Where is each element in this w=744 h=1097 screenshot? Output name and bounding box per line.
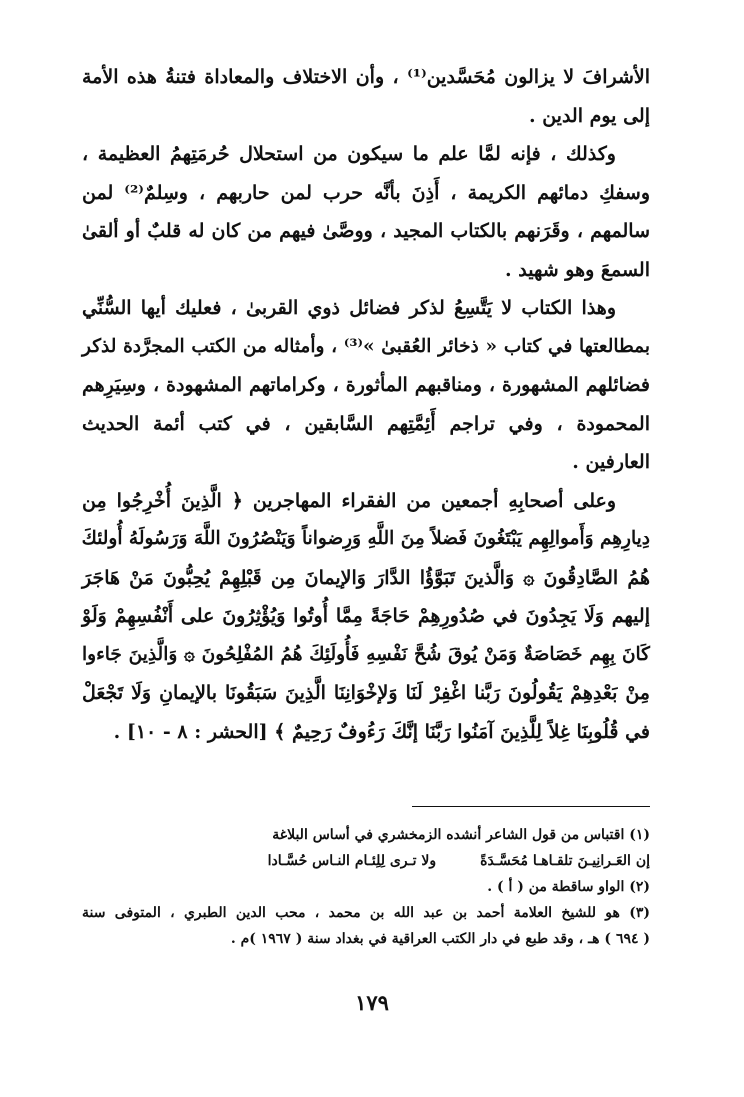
page-body	[82, 58, 650, 751]
text-line: وعلى أصحابِهِ أجمعين من الفقراء المهاجرين ﴿ الَّذِينَ أُخْرِجُوا مِن	[82, 489, 616, 512]
footnote-1-verse	[82, 848, 650, 874]
paragraph-4	[82, 482, 650, 752]
text-line: وهذا الكتاب لا يَتَّسِعُ لذكر فضائل ذوي القربىٰ ، فعليك أيها السُّنِّي	[82, 297, 616, 319]
footnote-divider	[412, 806, 650, 807]
verse-first-hemistich: إن العَـرانِيـنَ تلقـاهـا مُحَسَّـدَةً	[480, 853, 650, 869]
text-line: وسفكِ دمائهم الكريمة ، أَذِنَ بأنَّه حرب لمن حاربهم ، وسِلمٌ⁽²⁾ لمن	[82, 181, 650, 204]
paragraph-1	[82, 58, 650, 135]
paragraph-3	[82, 289, 650, 482]
text-line: المحمودة ، وفي تراجم أَئِمَّتِهم السَّابقين ، في كتب أئمة الحديث	[82, 412, 650, 435]
page-number: ١٧٩	[355, 990, 389, 1015]
text-line: سالمهم ، وقَرَنهم بالكتاب المجيد ، ووصَّىٰ فيهم من كان له قلبٌ أو ألقىٰ	[82, 220, 650, 242]
footnote-3-continued: ( ٦٩٤ ) هـ ، وقد طبع في دار الكتب العراقية في بغداد سنة ( ١٩٦٧ )م .	[230, 931, 650, 947]
text-line: مِنْ بَعْدِهِمْ يَقُولُونَ رَبَّنا اغْفِرْ لَنَا وَلإخْوَانِنَا الَّذِينَ سَبَقُونَا بالإيمانِ وَلَا تَجْعَلْ	[82, 682, 650, 704]
text-line: بمطالعتها في كتاب « ذخائر العُقبىٰ »⁽³⁾ ، وأمثاله من الكتب المجرَّدة لذكر	[82, 335, 650, 357]
footnotes	[82, 822, 650, 952]
footnote-2: (٢) الواو ساقطة من ( أ ) .	[487, 879, 650, 895]
text-line: فضائلهم المشهورة ، ومناقبهم المأثورة ، وكراماتهم المشهودة ، وسِيَرِهم	[82, 374, 650, 396]
text-line: العارفين .	[572, 451, 650, 473]
footnote-1: (١) اقتباس من قول الشاعر أنشده الزمخشري في أساس البلاغة	[272, 827, 650, 843]
footnote-3: (٣) هو للشيخ العلامة أحمد بن عبد الله بن محمد ، محب الدين الطبري ، المتوفى سنة	[82, 905, 650, 921]
text-line: هُمُ الصَّادِقُونَ ۞ وَالَّذينَ تَبَوَّؤُا الدَّارَ وَالإيمانَ مِن قَبْلِهِمْ يُحِبُّونَ مَنْ هَاجَرَ	[82, 566, 650, 589]
verse-second-hemistich: ولا تـرى لِلِئـام النـاس حُسَّـادا	[267, 853, 437, 869]
text-line: السمعَ وهو شهيد .	[505, 258, 650, 281]
text-line: في قُلُوبِنَا غِلاً لِلَّذِينَ آمَنُوا رَبَّنَا إنَّكَ رَءُوفٌ رَحِيمٌ ﴾ [الحشر : ٨ - ١٠] .	[113, 720, 650, 743]
paragraph-2	[82, 135, 650, 289]
text-line: الأشرافَ لا يزالون مُحَسَّدين⁽¹⁾ ، وأن الاختلاف والمعاداة فتنةُ هذه الأمة	[82, 66, 650, 88]
text-line: دِيارِهِم وَأَموالِهِم يَبْتَغُونَ فَضلاً مِنَ اللَّهِ وَرِضواناً وَيَنْصُرُونَ اللَّهَ وَرَسُولَهُ أُولئكَ	[81, 528, 650, 549]
text-line: إليهم وَلَا يَجِدُونَ في صُدُورِهِمْ حَاجَةً مِمَّا أُوتُوا وَيُؤْثِرُونَ على أَنْفُسِهِمْ وَلَوْ	[82, 605, 650, 627]
text-line: إلى يوم الدين .	[528, 104, 650, 127]
text-line: كَانَ بِهِم خَصَاصَةٌ وَمَنْ يُوقَ شُحَّ نَفْسِهِ فَأُولَئِكَ هُمُ المُفْلِحُونَ ۞ وَالَّذِينَ جَاءوا	[82, 643, 650, 665]
text-line: وكذلك ، فإنه لمَّا علم ما سيكون من استحلال حُرمَتِهمُ العظيمة ،	[82, 143, 616, 165]
